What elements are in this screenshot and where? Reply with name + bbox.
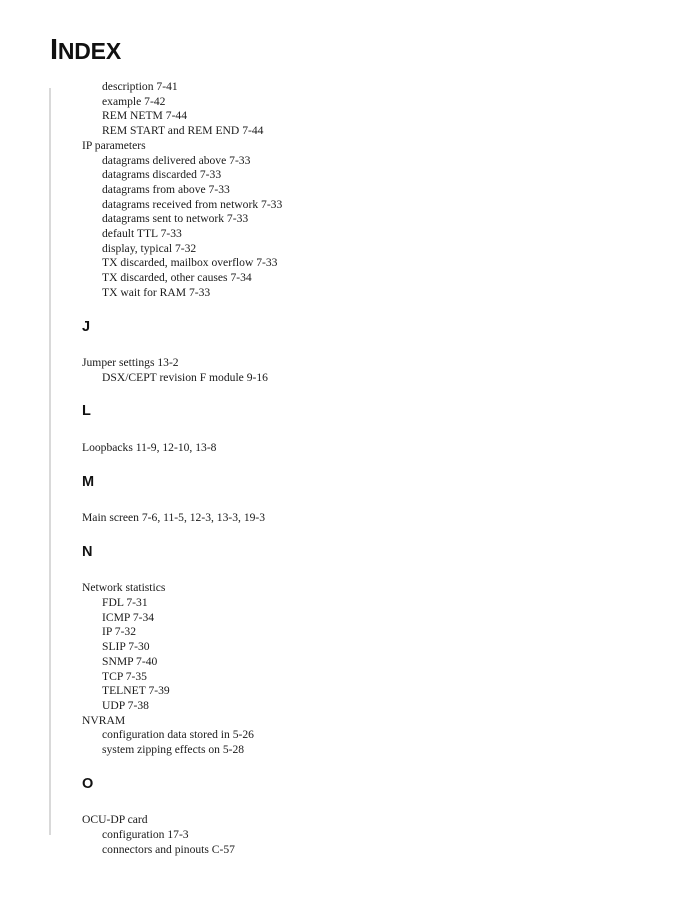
- index-subentry: FDL 7-31: [102, 596, 148, 610]
- index-section: [82, 475, 602, 526]
- index-subentry: DSX/CEPT revision F module 9-16: [102, 370, 268, 384]
- index-subentry: REM NETM 7-44: [102, 109, 188, 123]
- section-letter-heading: N: [82, 543, 93, 560]
- index-subentry: UDP 7-38: [102, 698, 149, 712]
- index-section: [82, 777, 602, 858]
- margin-rule: [49, 88, 51, 835]
- index-subentry: system zipping effects on 5-28: [102, 743, 245, 757]
- index-subentry: TELNET 7-39: [102, 684, 170, 698]
- index-entry: OCU-DP card: [82, 813, 148, 827]
- index-subentry: datagrams sent to network 7-33: [102, 212, 249, 226]
- index-entry: NVRAM: [82, 713, 126, 727]
- section-letter-heading: L: [82, 403, 91, 420]
- index-subentry: configuration 17-3: [102, 828, 189, 841]
- index-entry: Jumper settings 13-2: [82, 356, 179, 370]
- index-subentry: TX wait for RAM 7-33: [102, 285, 211, 299]
- index-subentry: default TTL 7-33: [102, 227, 182, 241]
- section-letter-heading: O: [82, 775, 94, 792]
- index-section: [82, 404, 602, 455]
- index-subentry: example 7-42: [102, 94, 166, 108]
- index-body: [82, 80, 602, 857]
- index-subentry: datagrams delivered above 7-33: [102, 153, 251, 167]
- index-subentry: ICMP 7-34: [102, 610, 155, 624]
- index-subentry: datagrams discarded 7-33: [102, 168, 222, 182]
- index-subentry: configuration data stored in 5-26: [102, 728, 254, 742]
- index-section: [82, 320, 602, 386]
- index-entry: Network statistics: [82, 581, 166, 595]
- index-entry: Loopbacks 11-9, 12-10, 13-8: [82, 440, 217, 454]
- index-subentry: REM START and REM END 7-44: [102, 124, 264, 138]
- index-subentry: datagrams from above 7-33: [102, 182, 230, 196]
- index-subentry: TCP 7-35: [102, 669, 147, 683]
- page-title-rest: NDEX: [57, 38, 121, 64]
- index-subentry: connectors and pinouts C-57: [102, 842, 235, 856]
- index-section: [82, 80, 602, 301]
- index-entry: Main screen 7-6, 11-5, 12-3, 13-3, 19-3: [82, 511, 266, 525]
- page-title-initial: I: [50, 34, 58, 66]
- index-subentry: SNMP 7-40: [102, 654, 158, 668]
- index-subentry: IP 7-32: [102, 625, 137, 639]
- index-subentry: SLIP 7-30: [102, 640, 150, 654]
- page-title: [50, 36, 121, 65]
- index-entry: IP parameters: [82, 138, 146, 152]
- index-section: [82, 545, 602, 758]
- index-subentry: TX discarded, mailbox overflow 7-33: [102, 256, 278, 270]
- section-letter-heading: J: [82, 318, 91, 335]
- section-letter-heading: M: [82, 473, 95, 490]
- index-subentry: TX discarded, other causes 7-34: [102, 271, 252, 285]
- index-subentry: display, typical 7-32: [102, 241, 197, 255]
- index-subentry: datagrams received from network 7-33: [102, 197, 283, 211]
- index-subentry: description 7-41: [102, 80, 178, 93]
